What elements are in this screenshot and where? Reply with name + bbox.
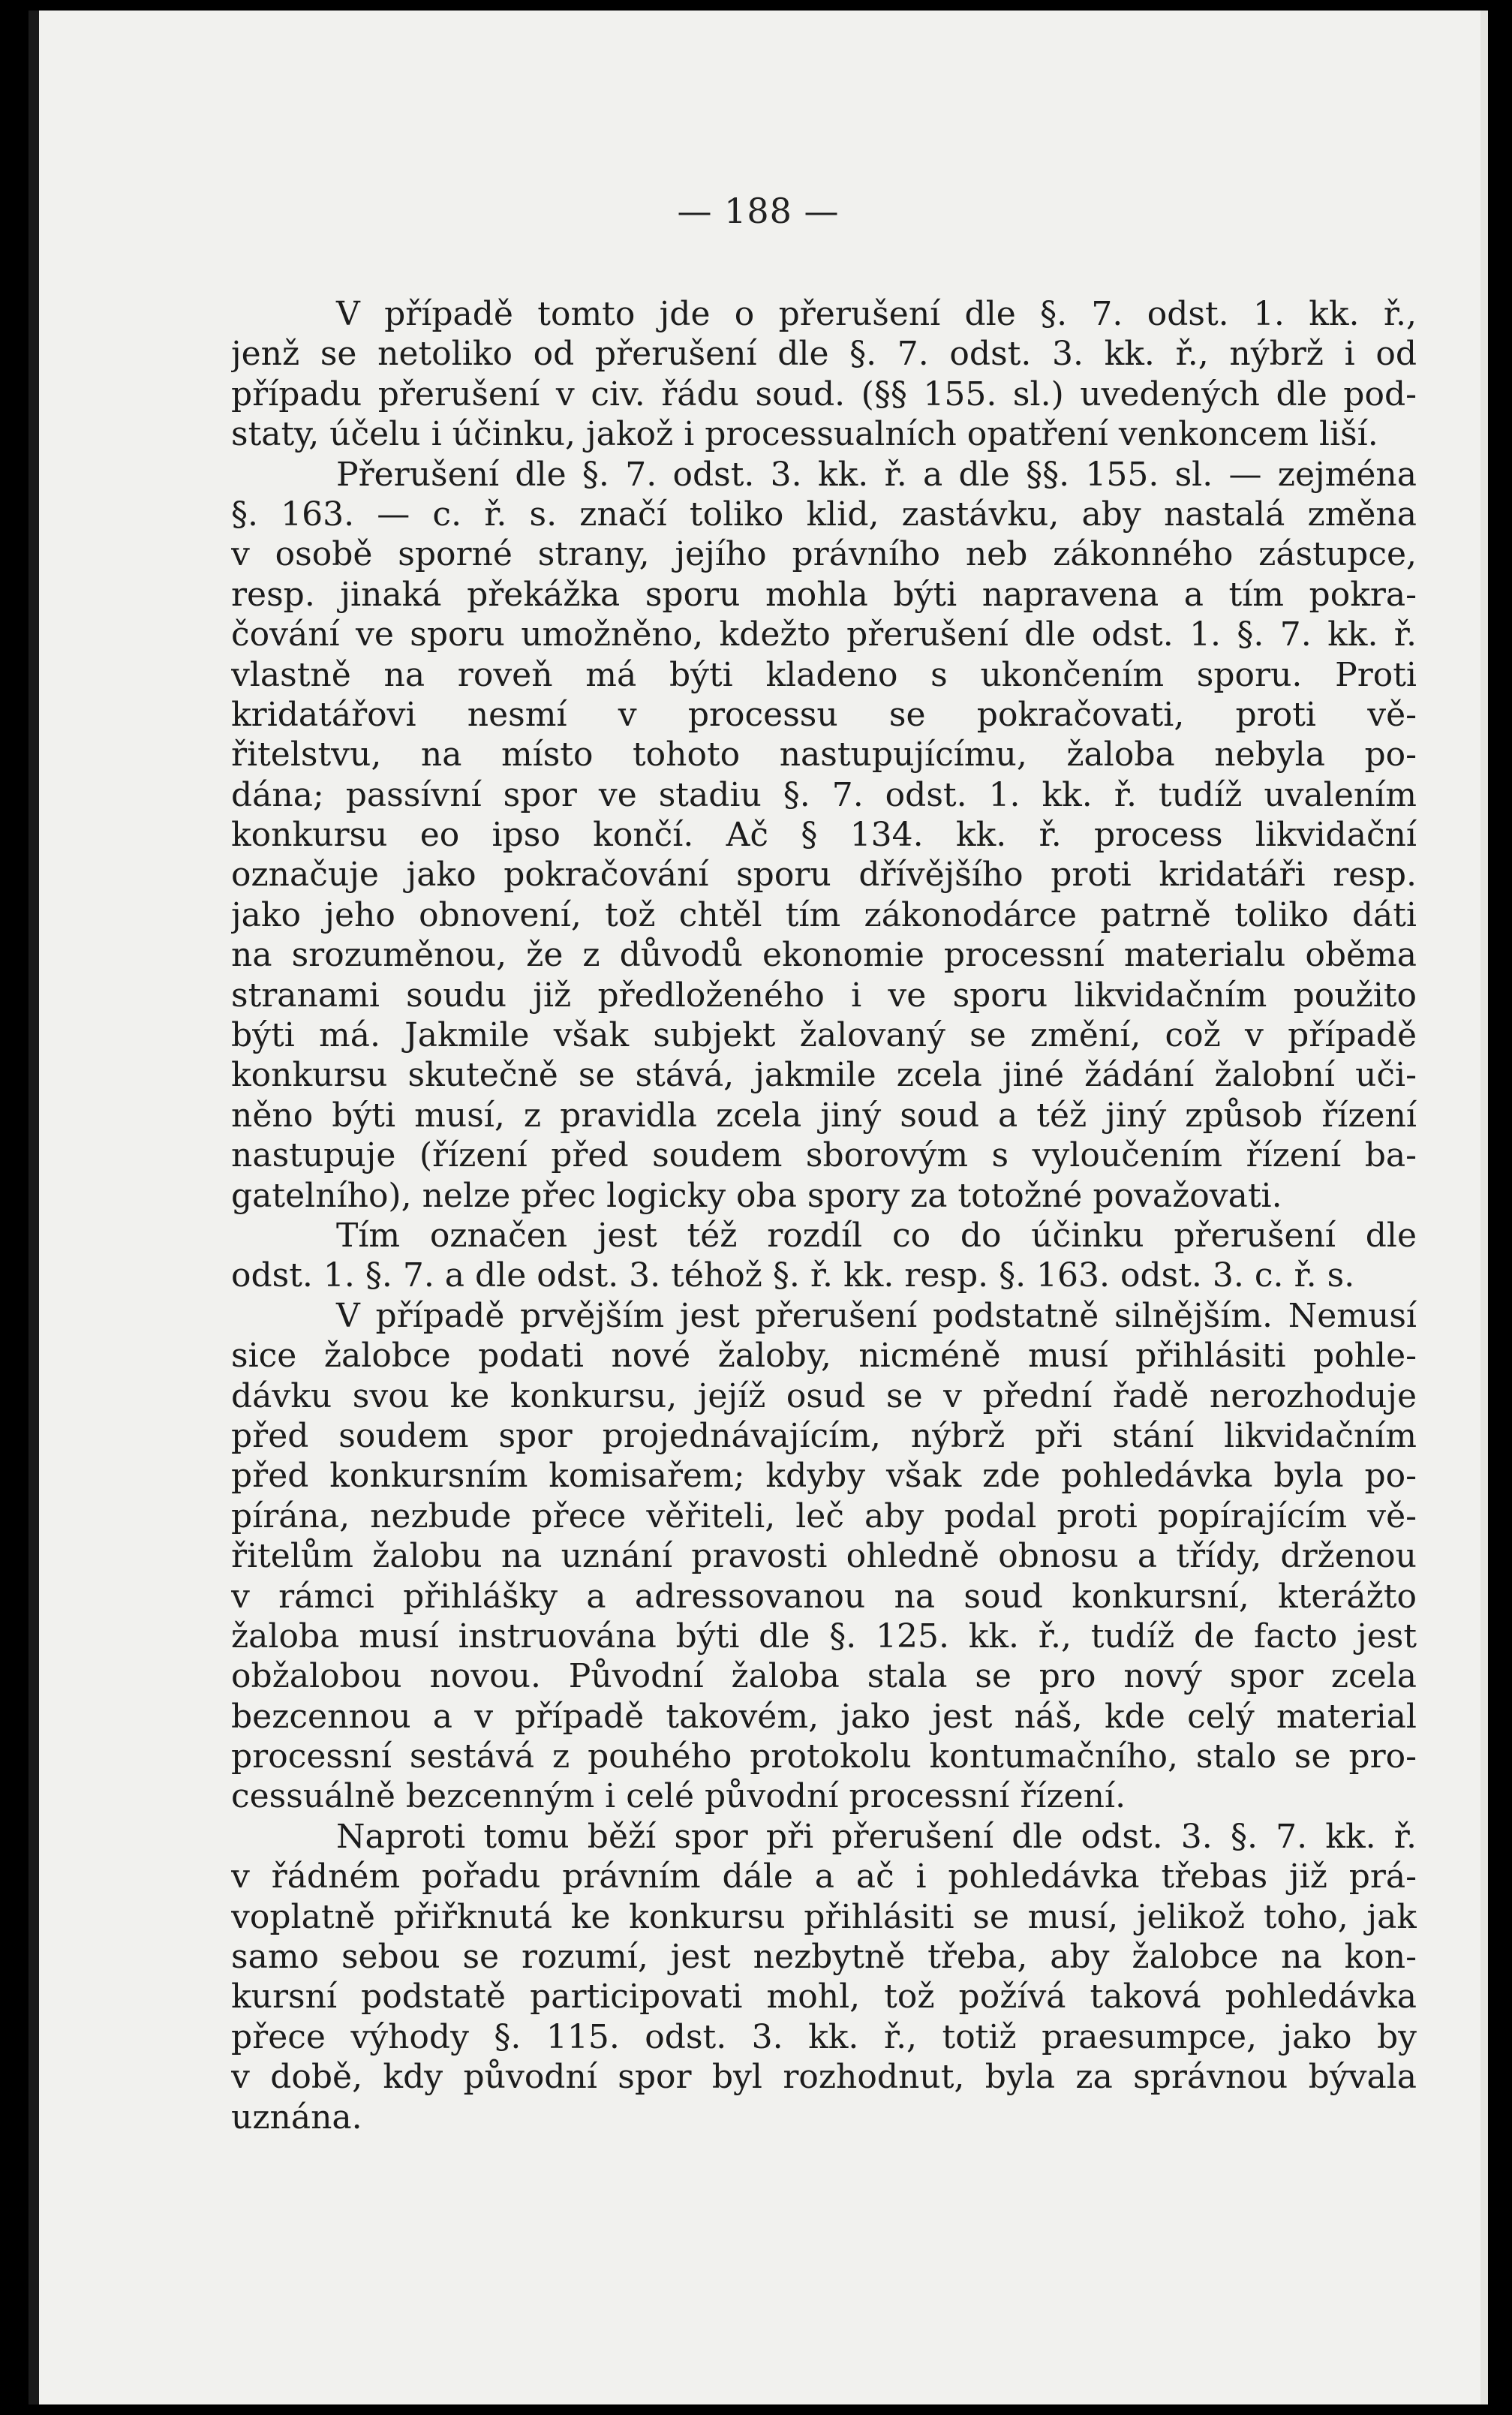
text-line: kursní podstatě participovati mohl, tož požívá taková pohledávka <box>231 1977 1417 2017</box>
text-line: jenž se netoliko od přerušení dle §. 7. odst. 3. kk. ř., nýbrž i od <box>231 335 1417 374</box>
text-line: před konkursním komisařem; kdyby však zde pohledávka byla po- <box>231 1457 1417 1496</box>
text-line: voplatně přiřknutá ke konkursu přihlásiti se musí, jelikož toho, jak <box>231 1897 1417 1936</box>
text-line: V případě tomto jde o přerušení dle §. 7. odst. 1. kk. ř., <box>336 295 1417 333</box>
text-line: uznána. <box>231 2098 362 2137</box>
text-line: něno býti musí, z pravidla zcela jiný soud a též jiný způsob řízení <box>231 1096 1417 1135</box>
text-line: §. 163. — c. ř. s. značí toliko klid, zastávku, aby nastalá změna <box>231 495 1417 534</box>
scan-border-right <box>1480 11 1488 2404</box>
text-line: pírána, nezbude přece věřiteli, leč aby podal proti popírajícím vě- <box>231 1496 1417 1535</box>
text-line: v osobě sporné strany, jejího právního neb zákonného zástupce, <box>231 535 1417 574</box>
text-line: řitelstvu, na místo tohoto nastupujícímu, žaloba nebyla po- <box>231 735 1417 774</box>
scanned-page <box>29 11 1488 2404</box>
text-line: dána; passívní spor ve stadiu §. 7. odst. 1. kk. ř. tudíž uvalením <box>231 775 1417 814</box>
text-line: processní sestává z pouhého protokolu kontumačního, stalo se pro- <box>231 1737 1417 1776</box>
text-line: cessuálně bezcenným i celé původní processní řízení. <box>231 1777 1126 1816</box>
text-line: Přerušení dle §. 7. odst. 3. kk. ř. a dle §§. 155. sl. — zejména <box>336 455 1417 494</box>
text-line: označuje jako pokračování sporu dřívějšího proti kridatáři resp. <box>231 856 1417 895</box>
text-line: řitelům žalobu na uznání pravosti ohledně obnosu a třídy, drženou <box>231 1537 1417 1576</box>
text-line: odst. 1. §. 7. a dle odst. 3. téhož §. ř. kk. resp. §. 163. odst. 3. c. ř. s. <box>231 1256 1355 1295</box>
text-line: v řádném pořadu právním dále a ač i pohledávka třebas již prá- <box>231 1857 1417 1896</box>
page-number: — 188 — <box>677 191 840 231</box>
text-line: V případě prvějším jest přerušení podstatně silnějším. Nemusí <box>336 1296 1417 1335</box>
text-line: Tím označen jest též rozdíl co do účinku přerušení dle <box>336 1216 1417 1255</box>
text-line: konkursu skutečně se stává, jakmile zcela jiné žádání žalobní uči- <box>231 1056 1417 1095</box>
text-line: resp. jinaká překážka sporu mohla býti napravena a tím pokra- <box>231 575 1417 614</box>
text-line: bezcennou a v případě takovém, jako jest náš, kde celý material <box>231 1697 1417 1736</box>
text-line: čování ve sporu umožněno, kdežto přerušení dle odst. 1. §. 7. kk. ř. <box>231 615 1417 654</box>
text-line: přece výhody §. 115. odst. 3. kk. ř., totiž praesumpce, jako by <box>231 2017 1417 2056</box>
text-line: obžalobou novou. Původní žaloba stala se pro nový spor zcela <box>231 1657 1417 1696</box>
text-line: Naproti tomu běží spor při přerušení dle odst. 3. §. 7. kk. ř. <box>336 1817 1417 1856</box>
text-line: staty, účelu i účinku, jakož i processualních opatření venkoncem liší. <box>231 415 1378 454</box>
text-line: případu přerušení v civ. řádu soud. (§§ 155. sl.) uvedených dle pod- <box>231 374 1417 414</box>
text-line: žaloba musí instruována býti dle §. 125. kk. ř., tudíž de facto jest <box>231 1617 1417 1656</box>
text-line: samo sebou se rozumí, jest nezbytně třeba, aby žalobce na kon- <box>231 1938 1417 1977</box>
text-line: dávku svou ke konkursu, jejíž osud se v přední řadě nerozhoduje <box>231 1376 1417 1415</box>
text-line: sice žalobce podati nové žaloby, nicméně musí přihlásiti pohle- <box>231 1337 1417 1376</box>
text-line: konkursu eo ipso končí. Ač § 134. kk. ř. process likvidační <box>231 816 1417 855</box>
text-line: na srozuměnou, že z důvodů ekonomie processní materialu oběma <box>231 936 1417 975</box>
scan-border-left <box>29 11 39 2404</box>
text-line: kridatářovi nesmí v processu se pokračovati, proti vě- <box>231 695 1417 734</box>
body-text <box>231 294 1417 2137</box>
text-line: jako jeho obnovení, tož chtěl tím zákonodárce patrně toliko dáti <box>231 895 1417 934</box>
text-line: v době, kdy původní spor byl rozhodnut, byla za správnou bývala <box>231 2058 1417 2097</box>
text-line: v rámci přihlášky a adressovanou na soud konkursní, kterážto <box>231 1577 1417 1616</box>
text-line: gatelního), nelze přec logicky oba spory za totožné považovati. <box>231 1176 1282 1215</box>
text-line: býti má. Jakmile však subjekt žalovaný se změní, což v případě <box>231 1016 1417 1055</box>
text-line: vlastně na roveň má býti kladeno s ukončením sporu. Proti <box>231 655 1417 694</box>
text-line: nastupuje (řízení před soudem sborovým s vyloučením řízení ba- <box>231 1136 1417 1175</box>
text-line: před soudem spor projednávajícím, nýbrž při stání likvidačním <box>231 1416 1417 1455</box>
text-line: stranami soudu již předloženého i ve sporu likvidačním použito <box>231 976 1417 1015</box>
